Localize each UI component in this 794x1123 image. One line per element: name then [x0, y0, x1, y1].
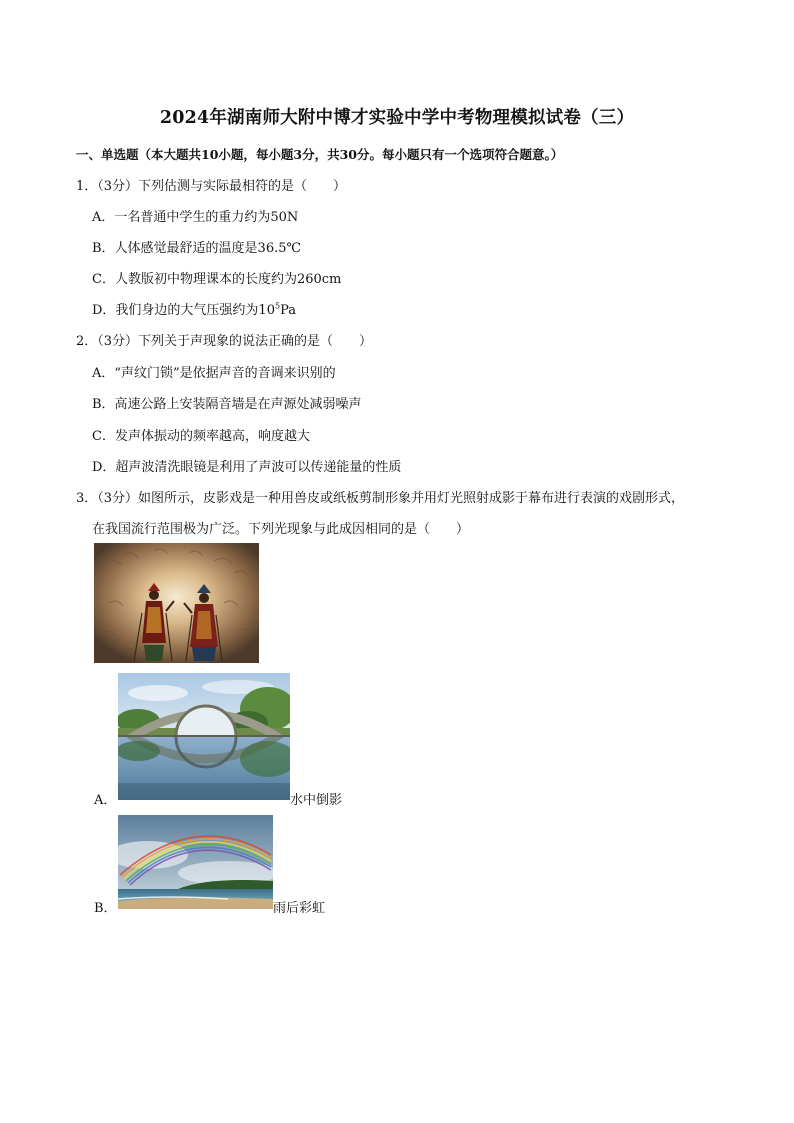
question-3-option-a-caption: 水中倒影 — [290, 793, 343, 808]
question-3-option-a-label: A． — [94, 793, 117, 808]
question-2-option-a: A．“声纹门锁”是依据声音的音调来识别的 — [92, 366, 336, 381]
question-2-option-b: B．高速公路上安装隔音墙是在声源处减弱噪声 — [92, 397, 362, 412]
question-1-option-b: B．人体感觉最舒适的温度是36.5℃ — [92, 241, 302, 256]
rainbow-image — [118, 815, 273, 909]
question-3-stem-line-1: 3．（3分）如图所示，皮影戏是一种用兽皮或纸板剪制形象并用灯光照射成影于幕布进行表演的戏剧形式， — [76, 491, 685, 506]
question-1-option-a: A．一名普通中学生的重力约为50N — [92, 210, 299, 225]
question-1-option-d — [92, 299, 296, 318]
question-2-option-d: D．超声波清洗眼镜是利用了声波可以传递能量的性质 — [92, 460, 402, 475]
section-heading: 一、单选题（本大题共10小题，每小题3分，共30分。每小题只有一个选项符合题意。） — [76, 147, 564, 162]
question-1-option-c: C．人教版初中物理课本的长度约为260cm — [92, 272, 342, 287]
question-3-option-b-caption: 雨后彩虹 — [273, 901, 326, 916]
question-2-stem: 2．（3分）下列关于声现象的说法正确的是（ ） — [76, 334, 373, 349]
question-3-option-b-label: B． — [94, 901, 117, 916]
option-d-exponent: 5 — [274, 301, 281, 311]
exam-title: 2024年湖南师大附中博才实验中学中考物理模拟试卷（三） — [159, 108, 635, 128]
bridge-reflection-image — [118, 673, 290, 800]
question-1-stem: 1．（3分）下列估测与实际最相符的是（ ） — [76, 179, 347, 194]
shadow-puppet-image — [94, 543, 259, 663]
option-d-text: D．我们身边的大气压强约为10 — [92, 303, 275, 318]
question-3-stem-line-2: 在我国流行范围极为广泛。下列光现象与此成因相同的是（ ） — [92, 522, 470, 537]
option-d-unit: Pa — [280, 303, 296, 318]
question-2-option-c: C．发声体振动的频率越高，响度越大 — [92, 429, 310, 444]
